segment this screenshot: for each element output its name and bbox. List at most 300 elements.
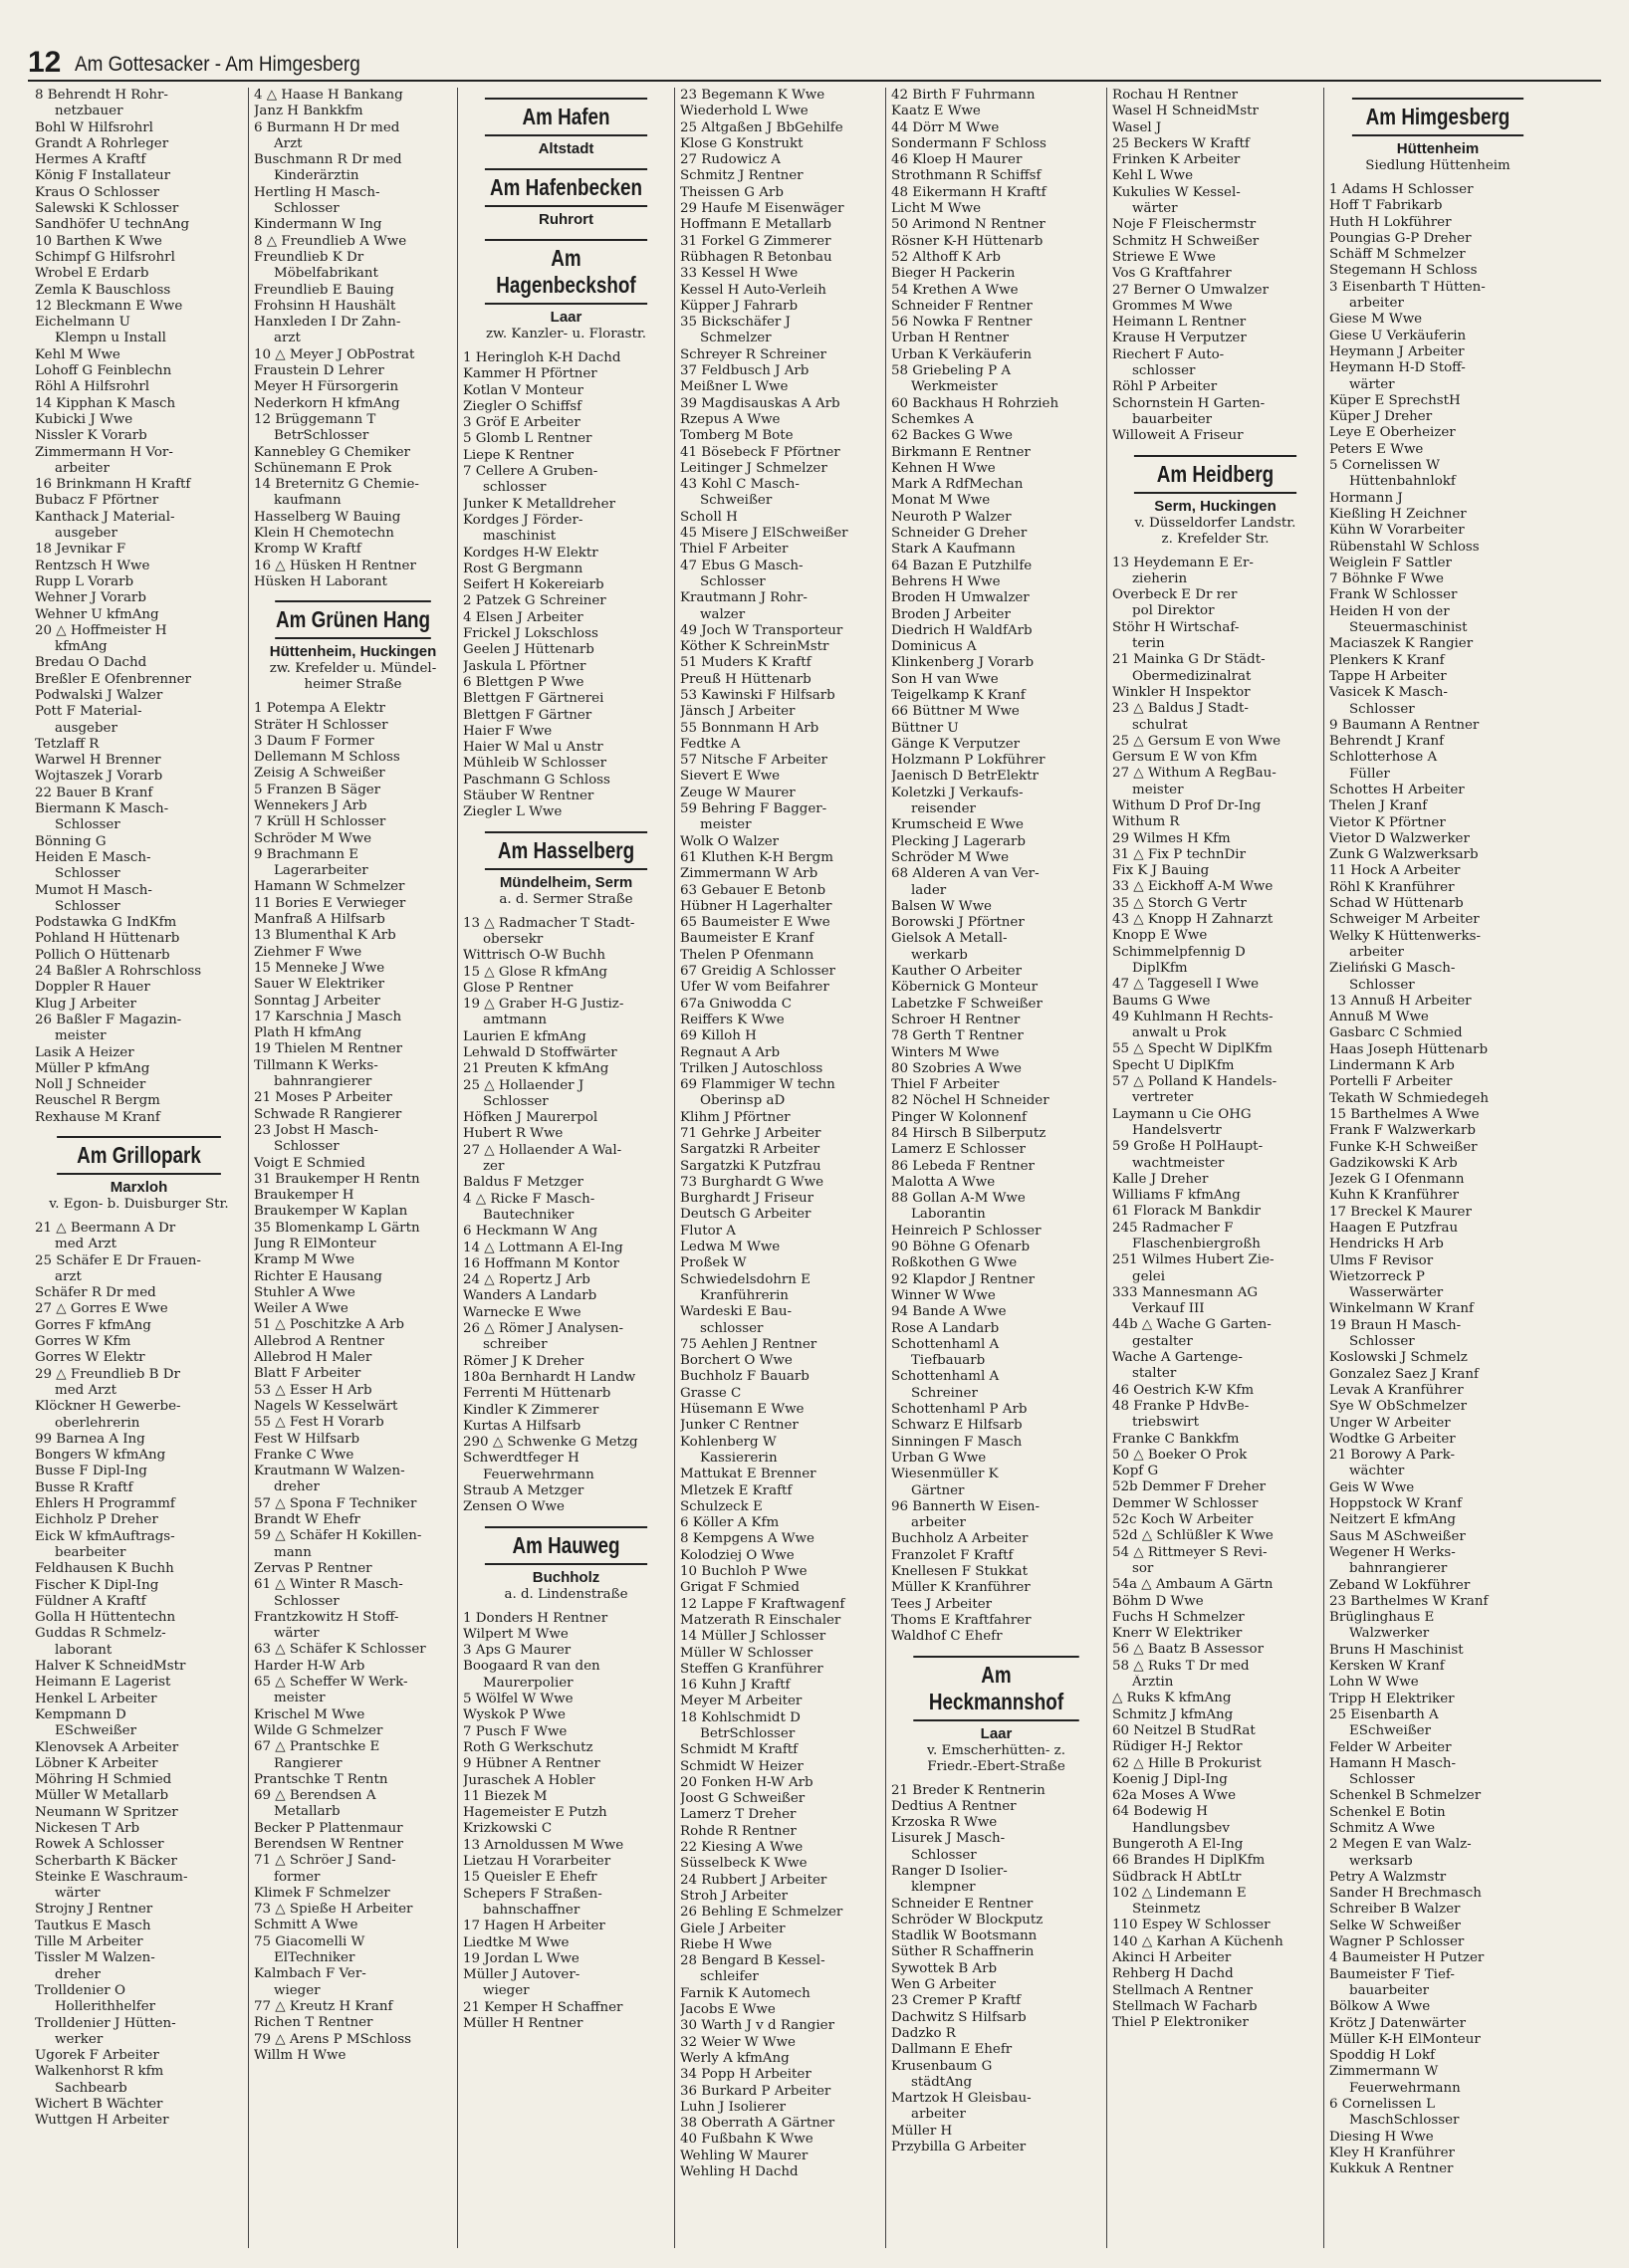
resident-entry: Fedtke A	[680, 736, 741, 752]
resident-entry-continuation: wärter	[274, 1626, 320, 1642]
resident-entry: Thelen P Ofenmann	[680, 947, 814, 963]
resident-entry: Krautmann J Rohr-	[680, 590, 808, 606]
resident-entry-continuation: meister	[274, 1691, 326, 1706]
resident-entry: Kehnen H Wwe	[891, 460, 996, 476]
resident-entry: Knopp E Wwe	[1112, 928, 1208, 944]
resident-entry: 5 Glomb L Rentner	[463, 431, 592, 447]
resident-entry: 25 △ Hollaender J	[463, 1077, 584, 1093]
resident-entry: Manfraß A Hilfsarb	[254, 912, 385, 928]
resident-entry: Tekath W Schmiedegeh	[1329, 1090, 1490, 1106]
resident-entry: Dallmann E Ehefr	[891, 2042, 1013, 2058]
resident-entry: Borowski J Pförtner	[891, 915, 1025, 931]
resident-entry: Zensen O Wwe	[463, 1499, 565, 1515]
street-range-note: Friedr.-Ebert-Straße	[927, 1758, 1065, 1774]
resident-entry: 8 △ Freundlieb A Wwe	[254, 233, 407, 249]
resident-entry: 102 △ Lindemann E	[1112, 1885, 1247, 1901]
resident-entry: 65 △ Scheffer W Werk-	[254, 1675, 408, 1691]
resident-entry: Diedrich H WaldfArb	[891, 622, 1033, 638]
resident-entry-continuation: werkarb	[911, 947, 968, 963]
resident-entry: Doppler R Hauer	[35, 980, 150, 996]
resident-entry: Geelen J Hüttenarb	[463, 642, 594, 658]
resident-entry: Vietor K Pförtner	[1329, 814, 1446, 830]
resident-entry: 63 △ Schäfer K Schlosser	[254, 1642, 426, 1658]
resident-entry: Jung R ElMonteur	[254, 1237, 376, 1251]
resident-entry: Gadzikowski K Arb	[1329, 1155, 1458, 1171]
column-7	[1324, 88, 1551, 2248]
resident-entry: 16 △ Hüsken H Rentner	[254, 558, 416, 573]
resident-entry: Sargatzki R Arbeiter	[680, 1142, 820, 1158]
resident-entry: Laurien E kfmAng	[463, 1028, 586, 1044]
resident-entry: 54a △ Ambaum A Gärtn	[1112, 1577, 1274, 1593]
resident-entry: Stäuber W Rentner	[463, 789, 594, 804]
resident-entry-continuation: former	[274, 1869, 321, 1885]
resident-entry: 11 Hock A Arbeiter	[1329, 863, 1461, 879]
resident-entry: Franzolet F Kraftf	[891, 1547, 1014, 1563]
resident-entry: Trolldenier O	[35, 1982, 125, 1998]
resident-entry: Schünemann E Prok	[254, 460, 392, 476]
resident-entry: 86 Lebeda F Rentner	[891, 1158, 1035, 1174]
resident-entry: Kießling H Zeichner	[1329, 506, 1467, 522]
resident-entry: Nissler K Vorarb	[35, 428, 147, 444]
resident-entry: 24 Rubbert J Arbeiter	[680, 1872, 827, 1888]
resident-entry: Thiel F Arbeiter	[680, 542, 789, 558]
resident-entry: Heinreich P Schlosser	[891, 1223, 1042, 1239]
resident-entry-continuation: bearbeiter	[55, 1544, 126, 1560]
resident-entry: 4 △ Haase H Bankang	[254, 88, 403, 103]
resident-entry: Bongers W kfmAng	[35, 1448, 166, 1464]
resident-entry: Meyer M Arbeiter	[680, 1694, 803, 1709]
resident-entry-continuation: zer	[483, 1159, 505, 1175]
resident-entry: 67a Gniwodda C	[680, 996, 793, 1012]
resident-entry: Junker K Metalldreher	[463, 496, 615, 512]
resident-entry: Strothmann R Schiffsf	[891, 168, 1042, 184]
resident-entry: 44b △ Wache G Garten-	[1112, 1317, 1272, 1333]
resident-entry-continuation: arbeiter	[911, 1515, 966, 1531]
resident-entry: 73 Burghardt G Wwe	[680, 1174, 824, 1190]
resident-entry: Frickel J Lokschloss	[463, 626, 598, 642]
resident-entry: Breßler E Ofenbrenner	[35, 671, 191, 687]
resident-entry: Buchholz A Arbeiter	[891, 1531, 1029, 1547]
resident-entry-continuation: städtAng	[911, 2074, 973, 2090]
resident-entry: 30 Warth J v d Rangier	[680, 2018, 834, 2034]
resident-entry: 1 Heringloh K-H Dachd	[463, 350, 621, 365]
resident-entry: 16 Kuhn J Kraftf	[680, 1678, 791, 1694]
resident-entry-continuation: Laborantin	[911, 1207, 986, 1223]
resident-entry: Allebrod A Rentner	[254, 1333, 384, 1349]
resident-entry-continuation: amtmann	[483, 1013, 547, 1028]
resident-entry: Reuschel R Bergm	[35, 1093, 160, 1109]
resident-entry: Sträter H Schlosser	[254, 717, 388, 733]
resident-entry: Farnik K Automech	[680, 1985, 811, 2001]
resident-entry: Stellmach W Facharb	[1112, 1998, 1258, 2014]
resident-entry-continuation: Arzt	[274, 135, 303, 151]
resident-entry-continuation: Obermedizinalrat	[1132, 668, 1252, 684]
resident-entry: Ziegler L Wwe	[463, 804, 563, 820]
resident-entry: 6 Köller A Kfm	[680, 1515, 780, 1531]
resident-entry: Hüsemann E Wwe	[680, 1402, 805, 1418]
resident-entry: König F Installateur	[35, 168, 171, 184]
resident-entry: Levak A Kranführer	[1329, 1382, 1464, 1398]
resident-entry: Schwade R Rangierer	[254, 1106, 402, 1122]
resident-entry: Wittrisch O-W Buchh	[463, 948, 606, 964]
resident-entry: Hasselberg W Bauing	[254, 509, 401, 525]
resident-entry: Juraschek A Hobler	[463, 1772, 595, 1788]
resident-entry: Lietzau H Vorarbeiter	[463, 1854, 611, 1870]
resident-entry: Kukulies W Kessel-	[1112, 184, 1241, 200]
resident-entry: Neitzert E kfmAng	[1329, 1512, 1456, 1528]
resident-entry-continuation: schlosser	[483, 480, 547, 496]
resident-entry: Haier F Wwe	[463, 723, 553, 739]
resident-entry: Kromp W Kraftf	[254, 542, 361, 558]
street-range-note: z. Krefelder Str.	[1161, 531, 1270, 547]
resident-entry: Vos G Kraftfahrer	[1112, 266, 1232, 282]
resident-entry: 17 Breckel K Maurer	[1329, 1204, 1472, 1220]
resident-entry: 56 △ Baatz B Assessor	[1112, 1642, 1264, 1658]
resident-entry: Bönning G	[35, 833, 107, 849]
resident-entry: Kessel H Auto-Verleih	[680, 282, 826, 298]
resident-entry: 4 △ Ricke F Masch-	[463, 1191, 595, 1207]
resident-entry: Scherbarth K Bäcker	[35, 1853, 177, 1869]
resident-entry: Baums G Wwe	[1112, 993, 1211, 1009]
resident-entry: 64 Bazan E Putzhilfe	[891, 558, 1033, 573]
resident-entry: 59 Große H PolHaupt-	[1112, 1139, 1264, 1155]
resident-entry: Müller W Metallarb	[35, 1788, 169, 1804]
resident-entry: Allebrod H Maler	[254, 1350, 372, 1366]
resident-entry-continuation: kaufmann	[274, 493, 342, 509]
resident-entry: Voigt E Schmied	[254, 1155, 365, 1171]
resident-entry: Saus M ASchweißer	[1329, 1528, 1466, 1544]
resident-entry: Wasel J	[1112, 119, 1162, 135]
resident-entry: 60 Neitzel B StudRat	[1112, 1722, 1256, 1738]
resident-entry: Joost G Schweißer	[680, 1791, 806, 1807]
directory-columns	[30, 88, 1601, 2248]
street-range-note: heimer Straße	[304, 677, 402, 693]
resident-entry-continuation: Füller	[1349, 766, 1390, 782]
resident-entry: Richter E Hausang	[254, 1268, 382, 1284]
resident-entry: Holzmann P Lokführer	[891, 753, 1046, 769]
resident-entry: Pott F Material-	[35, 704, 142, 720]
resident-entry: 24 Baßler A Rohrschloss	[35, 964, 202, 980]
resident-entry: Füldner A Kraftf	[35, 1593, 146, 1609]
resident-entry: Schad W Hüttenarb	[1329, 896, 1464, 912]
resident-entry-continuation: werksarb	[1349, 1853, 1413, 1869]
resident-entry: Sievert E Wwe	[680, 769, 781, 785]
resident-entry: 6 Cornelissen L	[1329, 2097, 1436, 2113]
resident-entry: Geis W Wwe	[1329, 1479, 1415, 1495]
resident-entry: 18 Jevnikar F	[35, 542, 126, 558]
resident-entry: Sandhöfer U technAng	[35, 217, 190, 233]
resident-entry: Wehner J Vorarb	[35, 590, 146, 606]
resident-entry: 21 Preuten K kfmAng	[463, 1061, 609, 1077]
resident-entry: 36 Burkard P Arbeiter	[680, 2083, 831, 2099]
resident-entry-continuation: Schlosser	[55, 817, 120, 833]
resident-entry-continuation: sor	[1132, 1560, 1154, 1576]
resident-entry: Höfken J Maurerpol	[463, 1110, 598, 1126]
resident-entry: Tille M Arbeiter	[35, 1934, 143, 1950]
resident-entry: Winner W Wwe	[891, 1287, 996, 1303]
resident-entry: Winkler H Inspektor	[1112, 684, 1251, 700]
resident-entry-continuation: maschinist	[483, 529, 557, 545]
resident-entry: Ranger D Isolier-	[891, 1863, 1008, 1879]
resident-entry: 15 Queisler E Ehefr	[463, 1870, 597, 1886]
resident-entry: Dadzko R	[891, 2025, 956, 2041]
resident-entry: Eichelmann U	[35, 315, 130, 331]
resident-entry: Bredau O Dachd	[35, 655, 147, 671]
resident-entry: Wyskok P Wwe	[463, 1707, 566, 1723]
resident-entry-continuation: Lagerarbeiter	[274, 863, 368, 879]
resident-entry: 14 Breternitz G Chemie-	[254, 477, 419, 493]
street-heading: Am Heidberg	[1134, 455, 1296, 494]
resident-entry: Becker P Plattenmaur	[254, 1820, 403, 1836]
resident-entry: 16 Brinkmann H Kraftf	[35, 477, 191, 493]
resident-entry: Wehling H Dachd	[680, 2164, 799, 2179]
resident-entry: 1 Donders H Rentner	[463, 1610, 608, 1626]
resident-entry: Wichert B Wächter	[35, 2097, 163, 2113]
resident-entry: Laymann u Cie OHG	[1112, 1106, 1252, 1122]
resident-entry: 75 Giacomelli W	[254, 1933, 365, 1949]
resident-entry: 28 Bengard B Kessel-	[680, 1953, 825, 1969]
resident-entry: Schröder M Wwe	[891, 849, 1010, 865]
resident-entry: 94 Bande A Wwe	[891, 1304, 1007, 1320]
resident-entry: 5 Franzen B Säger	[254, 782, 381, 797]
resident-entry: Meyer H Fürsorgerin	[254, 379, 399, 395]
resident-entry: Lamerz T Dreher	[680, 1807, 797, 1823]
resident-entry: Schmitt A Wwe	[254, 1918, 358, 1933]
column-6	[1107, 88, 1324, 2248]
resident-entry-continuation: Walzwerker	[1349, 1626, 1430, 1642]
resident-entry: Jacobs E Wwe	[680, 2002, 776, 2018]
resident-entry: Kauther O Arbeiter	[891, 964, 1022, 980]
resident-entry: Selke W Schweißer	[1329, 1918, 1461, 1933]
resident-entry: Gorres W Kfm	[35, 1334, 131, 1350]
resident-entry: 2 Megen E van Walz-	[1329, 1837, 1472, 1853]
resident-entry: Rose A Landarb	[891, 1320, 1000, 1336]
resident-entry: Küper E SprechstH	[1329, 392, 1461, 408]
resident-entry: 57 Nitsche F Arbeiter	[680, 753, 827, 769]
resident-entry-continuation: Schlosser	[1349, 1334, 1415, 1350]
resident-entry: Kindler K Zimmerer	[463, 1402, 599, 1418]
resident-entry: Jezek G I Ofenmann	[1329, 1172, 1465, 1188]
resident-entry: Lisurek J Masch-	[891, 1831, 1006, 1847]
resident-entry: Gasbarc C Schmied	[1329, 1025, 1463, 1041]
resident-entry: Reiffers K Wwe	[680, 1012, 785, 1027]
resident-entry: 71 △ Schröer J Sand-	[254, 1853, 396, 1869]
resident-entry: Kammer H Pförtner	[463, 366, 597, 382]
resident-entry: Heimann E Lagerist	[35, 1675, 171, 1691]
resident-entry: Zeband W Lokführer	[1329, 1577, 1471, 1593]
resident-entry: Müller H	[891, 2123, 953, 2139]
resident-entry: Hoppstock W Kranf	[1329, 1496, 1463, 1512]
resident-entry: Labetzke F Schweißer	[891, 996, 1043, 1012]
resident-entry: Müller J Autover-	[463, 1967, 581, 1983]
resident-entry: Richen T Rentner	[254, 2015, 373, 2031]
resident-entry: Walkenhorst R kfm	[35, 2064, 164, 2080]
resident-entry: Petry A Walzmstr	[1329, 1869, 1447, 1885]
resident-entry: Rüdiger H-J Rektor	[1112, 1739, 1243, 1755]
resident-entry: Ugorek F Arbeiter	[35, 2048, 159, 2064]
resident-entry: 8 Kempgens A Wwe	[680, 1531, 814, 1547]
resident-entry: Kolodziej O Wwe	[680, 1547, 795, 1563]
resident-entry: Knellesen F Stukkat	[891, 1564, 1029, 1580]
resident-entry: 50 Arimond N Rentner	[891, 217, 1046, 233]
resident-entry: Fest W Hilfsarb	[254, 1431, 360, 1447]
resident-entry: 48 Eikermann H Kraftf	[891, 184, 1047, 200]
resident-entry: Mattukat E Brenner	[680, 1467, 816, 1482]
resident-entry: Hoff T Fabrikarb	[1329, 198, 1443, 214]
resident-entry: Straub A Metzger	[463, 1483, 584, 1498]
resident-entry: Thoms E Kraftfahrer	[891, 1612, 1032, 1628]
resident-entry: 60 Backhaus H Rohrzieh	[891, 395, 1059, 411]
resident-entry: Riechert F Auto-	[1112, 346, 1225, 362]
resident-entry: Kehl M Wwe	[35, 346, 120, 362]
resident-entry: Rösner K-H Hüttenarb	[891, 233, 1044, 249]
resident-entry: 17 Hagen H Arbeiter	[463, 1919, 605, 1934]
resident-entry-continuation: Handelsvertr	[1132, 1122, 1222, 1138]
resident-entry-continuation: med Arzt	[55, 1237, 116, 1252]
resident-entry: 10 Buchloh P Wwe	[680, 1564, 808, 1580]
resident-entry: Mark A RdfMechan	[891, 477, 1024, 493]
resident-entry: Knerr W Elektriker	[1112, 1626, 1243, 1642]
resident-entry: Kukkuk A Rentner	[1329, 2161, 1454, 2177]
resident-entry: 3 Aps G Maurer	[463, 1643, 572, 1659]
resident-entry: 88 Gollan A-M Wwe	[891, 1191, 1026, 1207]
resident-entry: Schmitz A Wwe	[1329, 1820, 1436, 1836]
resident-entry: Neumann W Spritzer	[35, 1804, 178, 1820]
running-head: Am Gottesacker - Am Himgesberg	[75, 53, 361, 76]
street-range-note: a. d. Lindenstraße	[504, 1586, 628, 1602]
resident-entry: 65 Baumeister E Wwe	[680, 915, 830, 931]
resident-entry: Gorres F kfmAng	[35, 1317, 151, 1333]
resident-entry: 9 Brachmann E	[254, 846, 359, 862]
district-name: Marxloh	[110, 1179, 168, 1196]
resident-entry: 51 △ Poschitzke A Arb	[254, 1317, 404, 1333]
resident-entry: 22 Bauer B Kranf	[35, 785, 153, 800]
resident-entry: 21 Breder K Rentnerin	[891, 1782, 1046, 1798]
resident-entry: Sonntag J Arbeiter	[254, 993, 380, 1009]
resident-entry: Stark A Kaufmann	[891, 542, 1016, 558]
resident-entry: Rentzsch H Wwe	[35, 558, 150, 573]
resident-entry: Plath H kfmAng	[254, 1025, 362, 1041]
resident-entry: Wardeski E Bau-	[680, 1304, 793, 1320]
resident-entry: Bohl W Hilfsrohrl	[35, 119, 153, 135]
resident-entry: Sargatzki K Putzfrau	[680, 1158, 821, 1174]
resident-entry: Wietzorreck P	[1329, 1268, 1425, 1284]
resident-entry: 251 Wilmes Hubert Zie-	[1112, 1252, 1275, 1268]
resident-entry: 19 △ Graber H-G Justiz-	[463, 997, 624, 1013]
resident-entry: Hüsken H Laborant	[254, 573, 387, 589]
resident-entry: Frank W Schlosser	[1329, 587, 1458, 603]
resident-entry: 9 Baumann A Rentner	[1329, 717, 1480, 733]
resident-entry: 4 Elsen J Arbeiter	[463, 609, 583, 625]
resident-entry-continuation: Hüttenbahnlokf	[1349, 474, 1456, 490]
resident-entry: Paschmann G Schloss	[463, 772, 610, 788]
street-range-note: Siedlung Hüttenheim	[1365, 158, 1511, 173]
resident-entry: Schottenhaml A	[891, 1369, 1000, 1385]
resident-entry: Rübenstahl W Schloss	[1329, 539, 1480, 555]
resident-entry: Schmidt W Heizer	[680, 1758, 804, 1774]
resident-entry: 15 Barthelmes A Wwe	[1329, 1106, 1480, 1122]
resident-entry: Hertling H Masch-	[254, 184, 380, 200]
column-1	[30, 88, 249, 2248]
resident-entry: Rochau H Rentner	[1112, 88, 1239, 103]
resident-entry: Wolk O Walzer	[680, 833, 780, 849]
resident-entry: Heymann J Arbeiter	[1329, 343, 1465, 359]
street-heading: Am Hagenbeckshof	[485, 239, 647, 305]
resident-entry: 47 Ebus G Masch-	[680, 558, 804, 573]
resident-entry: Grigat F Schmied	[680, 1580, 800, 1596]
resident-entry: Rohde R Rentner	[680, 1823, 797, 1839]
resident-entry-continuation: oberlehrerin	[55, 1415, 140, 1431]
resident-entry: 52d △ Schlüßler K Wwe	[1112, 1528, 1274, 1544]
resident-entry: Gänge K Verputzer	[891, 736, 1021, 752]
resident-entry-continuation: stalter	[1132, 1366, 1177, 1382]
resident-entry: Kindermann W Ing	[254, 217, 382, 233]
resident-entry: Weiler A Wwe	[254, 1301, 349, 1317]
resident-entry-continuation: meister	[55, 1028, 107, 1044]
resident-entry: Frantzkowitz H Stoff-	[254, 1609, 399, 1625]
resident-entry: 35 △ Storch G Vertr	[1112, 895, 1247, 911]
resident-entry: 69 △ Berendsen A	[254, 1788, 376, 1804]
resident-entry: Franke C Bankkfm	[1112, 1431, 1240, 1447]
resident-entry: Withum R	[1112, 814, 1180, 830]
resident-entry: Harder H-W Arb	[254, 1658, 365, 1674]
resident-entry: Müller K Kranführer	[891, 1580, 1031, 1596]
resident-entry-continuation: meister	[700, 817, 752, 833]
resident-entry: 77 △ Kreutz H Kranf	[254, 1998, 393, 2014]
resident-entry: 96 Bannerth W Eisen-	[891, 1498, 1040, 1514]
resident-entry: 92 Klapdor J Rentner	[891, 1271, 1036, 1287]
resident-entry: 20 △ Hoffmeister H	[35, 622, 167, 638]
resident-entry: Boogaard R van den	[463, 1659, 600, 1675]
resident-entry: Annuß M Wwe	[1329, 1010, 1429, 1025]
resident-entry: Kalmbach F Ver-	[254, 1966, 366, 1982]
resident-entry: Krumscheid E Wwe	[891, 817, 1024, 833]
resident-entry-continuation: wieger	[483, 1983, 530, 1999]
resident-entry-continuation: Gärtner	[911, 1482, 965, 1498]
resident-entry: Wodtke G Arbeiter	[1329, 1431, 1456, 1447]
resident-entry: Roth G Werkschutz	[463, 1739, 593, 1755]
resident-entry: Hanxleden I Dr Zahn-	[254, 315, 401, 331]
resident-entry: Eick W kfmAuftrags-	[35, 1528, 175, 1544]
resident-entry: 42 Birth F Fuhrmann	[891, 88, 1036, 103]
resident-entry: Grasse C	[680, 1385, 742, 1401]
resident-entry-continuation: Schlosser	[911, 1847, 977, 1863]
resident-entry-continuation: arzt	[274, 331, 301, 346]
resident-entry-continuation: med Arzt	[55, 1382, 116, 1398]
resident-entry: Seifert H Kokereiarb	[463, 577, 604, 593]
resident-entry: 51 Muders K Kraftf	[680, 655, 812, 671]
resident-entry-continuation: reisender	[911, 801, 976, 817]
resident-entry: Blettgen F Gärtner	[463, 707, 592, 723]
resident-entry: Wilde G Schmelzer	[254, 1722, 383, 1738]
resident-entry: 90 Böhne G Ofenarb	[891, 1240, 1031, 1255]
resident-entry: Deutsch G Arbeiter	[680, 1207, 812, 1223]
resident-entry: Rzepus A Wwe	[680, 411, 781, 427]
resident-entry: 6 Heckmann W Ang	[463, 1224, 598, 1240]
resident-entry: Bubacz F Pförtner	[35, 493, 159, 509]
resident-entry: Huth H Lokführer	[1329, 214, 1452, 230]
street-range-note: v. Emscherhütten- z.	[927, 1742, 1065, 1758]
resident-entry-continuation: Steinmetz	[1132, 1902, 1201, 1918]
resident-entry: Wanders A Landarb	[463, 1288, 597, 1304]
resident-entry: Hoffmann E Metallarb	[680, 217, 831, 233]
resident-entry: Plecking J Lagerarb	[891, 833, 1026, 849]
resident-entry: 80 Szobries A Wwe	[891, 1060, 1022, 1076]
resident-entry: Hermes A Kraftf	[35, 152, 146, 168]
resident-entry: Gersum E W von Kfm	[1112, 750, 1258, 766]
resident-entry: Noje F Fleischermstr	[1112, 217, 1257, 233]
resident-entry: Schulzeck E	[680, 1498, 763, 1514]
